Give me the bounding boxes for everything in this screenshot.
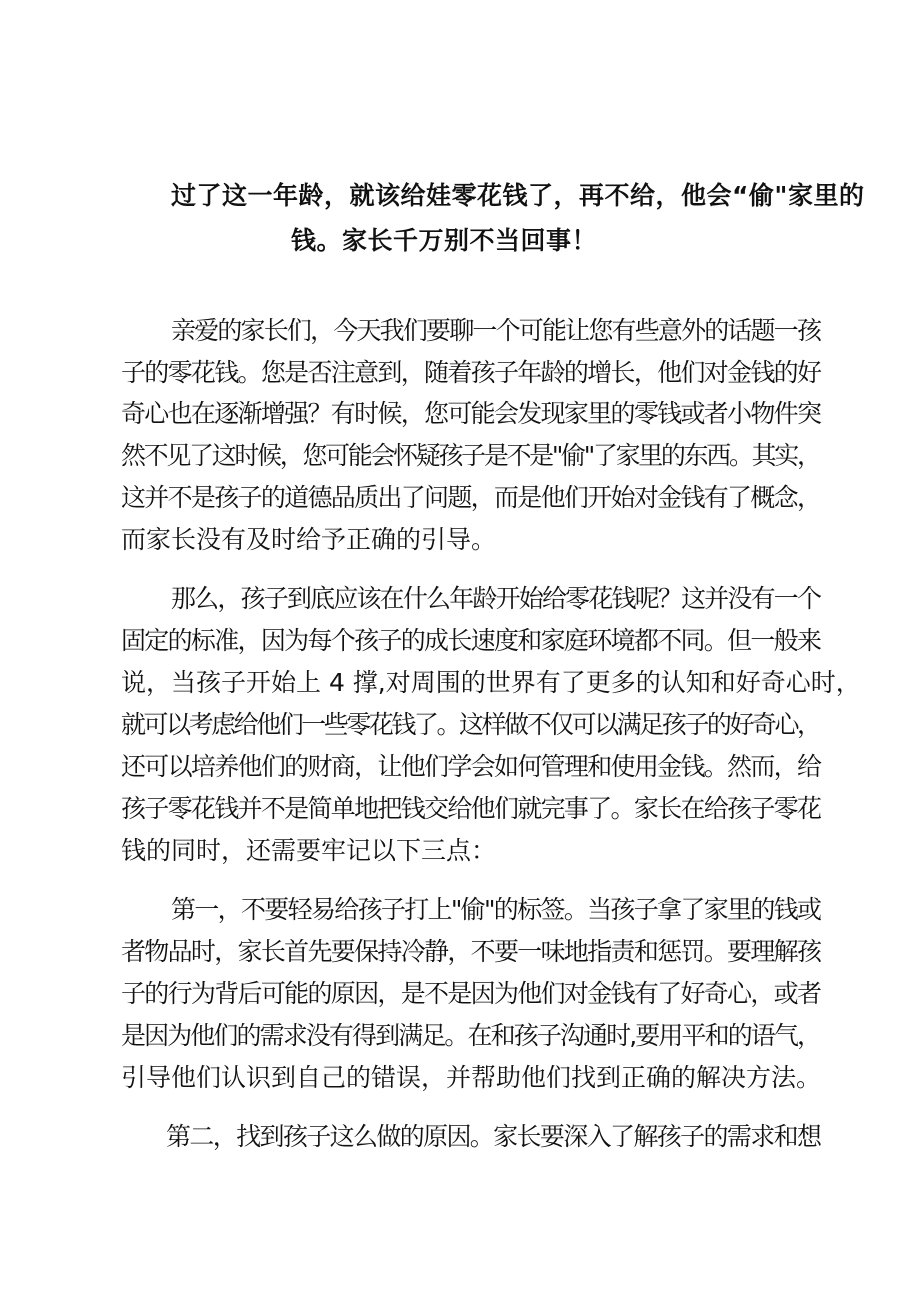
- paragraph-line-text: 那么，孩子到底应该在什么年龄开始给零花钱呢？这并没有一个: [171, 584, 821, 613]
- paragraph-line-text: 是因为他们的需求没有得到满足。在和孩子沟通时,要用平和的语气，: [121, 1021, 821, 1050]
- document-title-line-1: 过了这一年龄，就该给娃零花钱了，再不给，他会“偷"家里的: [171, 181, 865, 210]
- paragraph-line-text: 还可以培养他们的财商，让他们学会如何管理和使用金钱。然而，给: [121, 752, 821, 781]
- paragraph-line-text: 子的零花钱。您是否注意到，随着孩子年龄的增长，他们对金钱的好: [121, 358, 821, 387]
- paragraph-line-text: 子的行为背后可能的原因，是不是因为他们对金钱有了好奇心，或者: [121, 979, 821, 1008]
- paragraph-line-text: 孩子零花钱并不是简单地把钱交给他们就完事了。家长在给孩子零花: [121, 794, 821, 823]
- paragraph-line-text: 这并不是孩子的道德品质出了问题，而是他们开始对金钱有了概念，: [121, 483, 821, 512]
- paragraph-line-text: 引导他们认识到自己的错误，并帮助他们找到正确的解决方法。: [121, 1063, 822, 1092]
- paragraph-line-text: 固定的标准，因为每个孩子的成长速度和家庭环境都不同。但一般来: [121, 626, 821, 655]
- paragraph-line-text: 而家长没有及时给予正确的引导。: [121, 525, 497, 554]
- paragraph-line-text: 说，当孩子开始上 4 撑,对周围的世界有了更多的认知和好奇心时，: [121, 668, 861, 697]
- paragraph-line-text: 者物品时，家长首先要保持冷静，不要一味地指责和惩罚。要理解孩: [121, 937, 821, 966]
- paragraph-line-text: 第一，不要轻易给孩子打上"偷"的标签。当孩子拿了家里的钱或: [171, 895, 821, 924]
- paragraph-line-text: 第二，找到孩子这么做的原因。家长要深入了解孩子的需求和想: [166, 1122, 821, 1151]
- paragraph-line-text: 奇心也在逐渐增强？有时候，您可能会发现家里的零钱或者小物件突: [121, 399, 821, 428]
- document-title-line-2: 钱。家长千万别不当回事！: [291, 226, 598, 255]
- paragraph-line-text: 然不见了这时候，您可能会怀疑孩子是不是"偷"了家里的东西。其实，: [121, 441, 820, 470]
- paragraph-line-text: 钱的同时，还需要牢记以下三点：: [121, 836, 497, 865]
- paragraph-line-text: 亲爱的家长们，今天我们要聊一个可能让您有些意外的话题一孩: [171, 316, 821, 345]
- paragraph-line-text: 就可以考虑给他们一些零花钱了。这样做不仅可以满足孩子的好奇心，: [121, 710, 820, 739]
